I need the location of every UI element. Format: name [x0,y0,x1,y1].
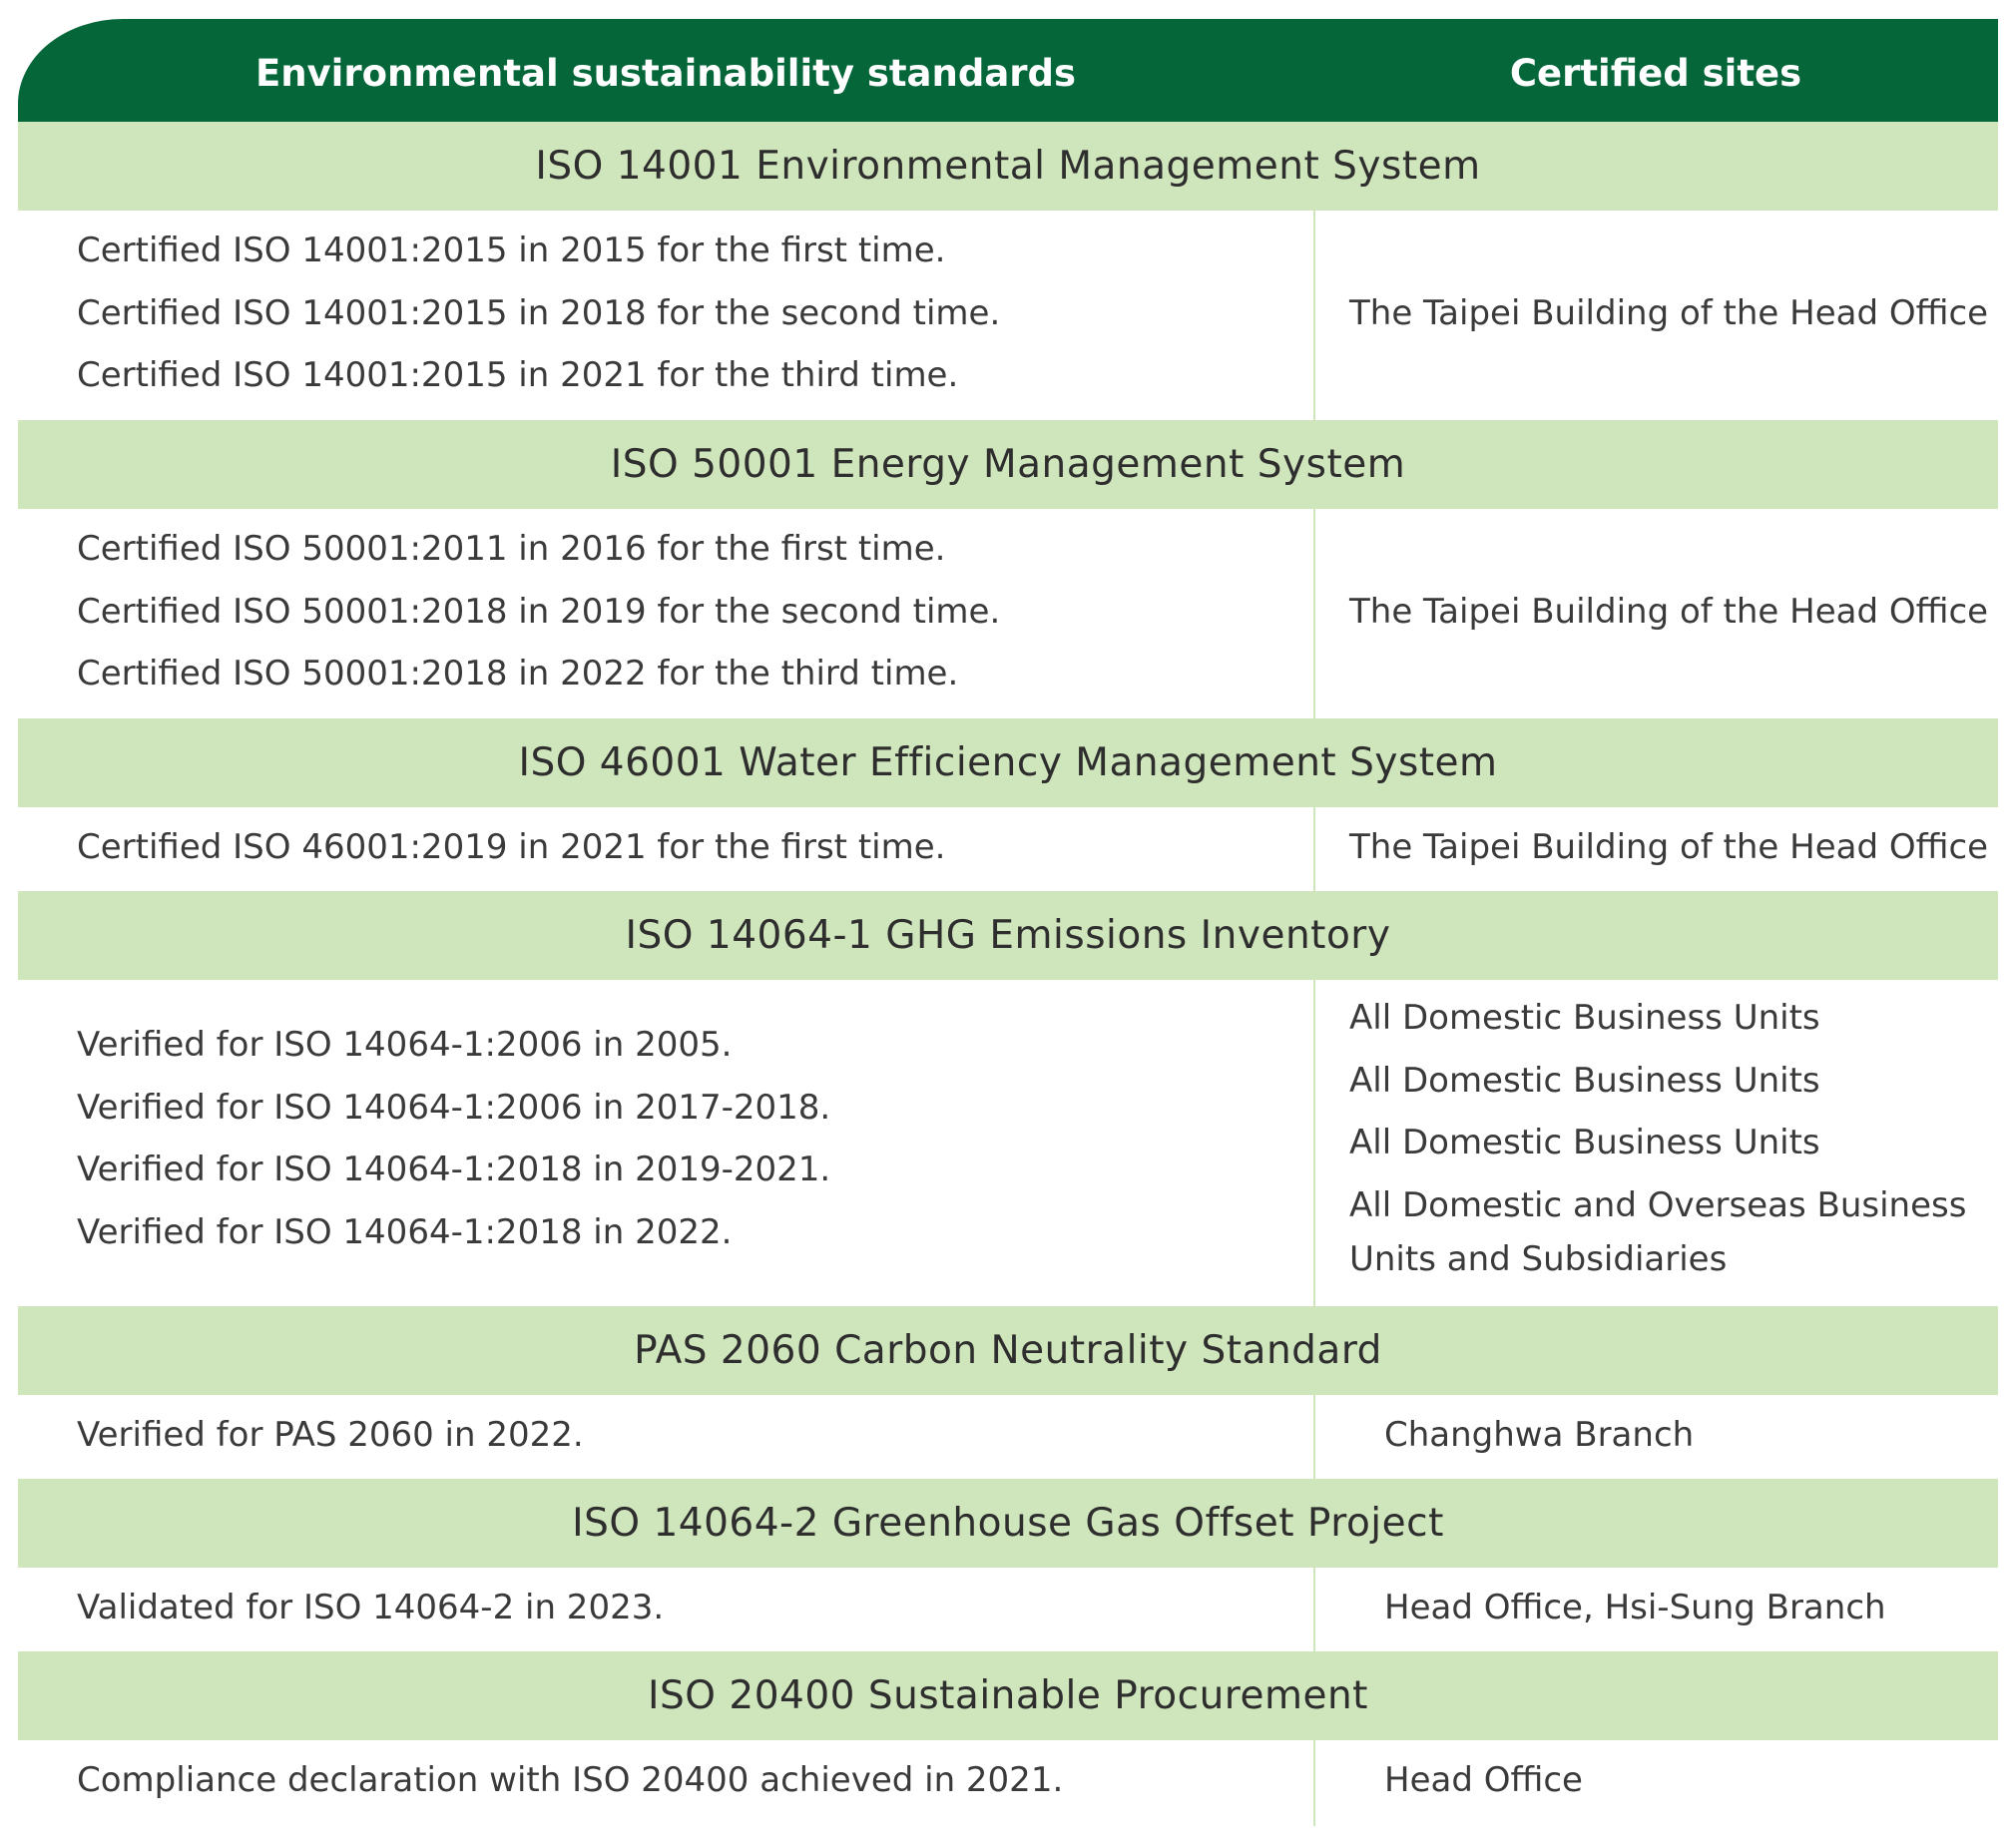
column-divider [1313,211,1315,420]
column-divider [1313,1740,1315,1826]
table-header [18,19,1998,122]
table-row [18,1568,1998,1651]
site-line: Changhwa Branch [1384,1415,1695,1455]
standard-line: Verified for ISO 14064-1:2006 in 2017-2018. [77,1088,831,1128]
site-line: All Domestic Business Units [1349,1123,1820,1162]
standard-line: Certified ISO 50001:2011 in 2016 for the first time. [77,529,946,569]
standard-line: Certified ISO 46001:2019 in 2021 for the first time. [77,827,946,867]
section-title: ISO 14064-1 GHG Emissions Inventory [18,891,1998,980]
standard-line: Certified ISO 50001:2018 in 2022 for the third time. [77,654,959,693]
standard-line: Certified ISO 14001:2015 in 2018 for the second time. [77,293,1001,333]
standard-line: Certified ISO 14001:2015 in 2015 for the first time. [77,231,946,270]
certification-table [18,19,1998,1826]
table-row [18,509,1998,718]
standard-line: Validated for ISO 14064-2 in 2023. [77,1588,665,1627]
standard-line: Compliance declaration with ISO 20400 achieved in 2021. [77,1760,1064,1800]
standard-line: Verified for ISO 14064-1:2006 in 2005. [77,1025,733,1065]
standard-line: Verified for ISO 14064-1:2018 in 2019-2021. [77,1150,831,1189]
site-line: The Taipei Building of the Head Office [1349,592,1989,632]
site-line: Head Office, Hsi-Sung Branch [1384,1588,1886,1627]
site-line: All Domestic Business Units [1349,1061,1820,1101]
section-title: ISO 46001 Water Efficiency Management System [18,718,1998,807]
column-divider [1313,509,1315,718]
section-title: ISO 14001 Environmental Management System [18,122,1998,211]
standard-line: Certified ISO 50001:2018 in 2019 for the second time. [77,592,1001,632]
standard-line: Verified for PAS 2060 in 2022. [77,1415,584,1455]
table-row [18,980,1998,1306]
standard-line: Verified for ISO 14064-1:2018 in 2022. [77,1212,733,1252]
column-divider [1313,1395,1315,1479]
header-sites: Certified sites [1509,52,1802,95]
section-title: PAS 2060 Carbon Neutrality Standard [18,1306,1998,1395]
site-line: All Domestic and Overseas Business [1349,1185,1967,1225]
site-line: The Taipei Building of the Head Office [1349,293,1989,333]
column-divider [1313,1568,1315,1651]
table-row [18,1740,1998,1826]
site-line: The Taipei Building of the Head Office [1349,827,1989,867]
table-row [18,1395,1998,1479]
header-standards: Environmental sustainability standards [254,52,1077,95]
site-line: Head Office [1384,1760,1583,1800]
table-row [18,807,1998,891]
section-title: ISO 14064-2 Greenhouse Gas Offset Project [18,1479,1998,1568]
column-divider [1313,980,1315,1306]
column-divider [1313,807,1315,891]
section-title: ISO 20400 Sustainable Procurement [18,1651,1998,1740]
site-line: All Domestic Business Units [1349,998,1820,1038]
table-row [18,211,1998,420]
site-line: Units and Subsidiaries [1349,1239,1728,1279]
section-title: ISO 50001 Energy Management System [18,420,1998,509]
standard-line: Certified ISO 14001:2015 in 2021 for the third time. [77,355,959,395]
